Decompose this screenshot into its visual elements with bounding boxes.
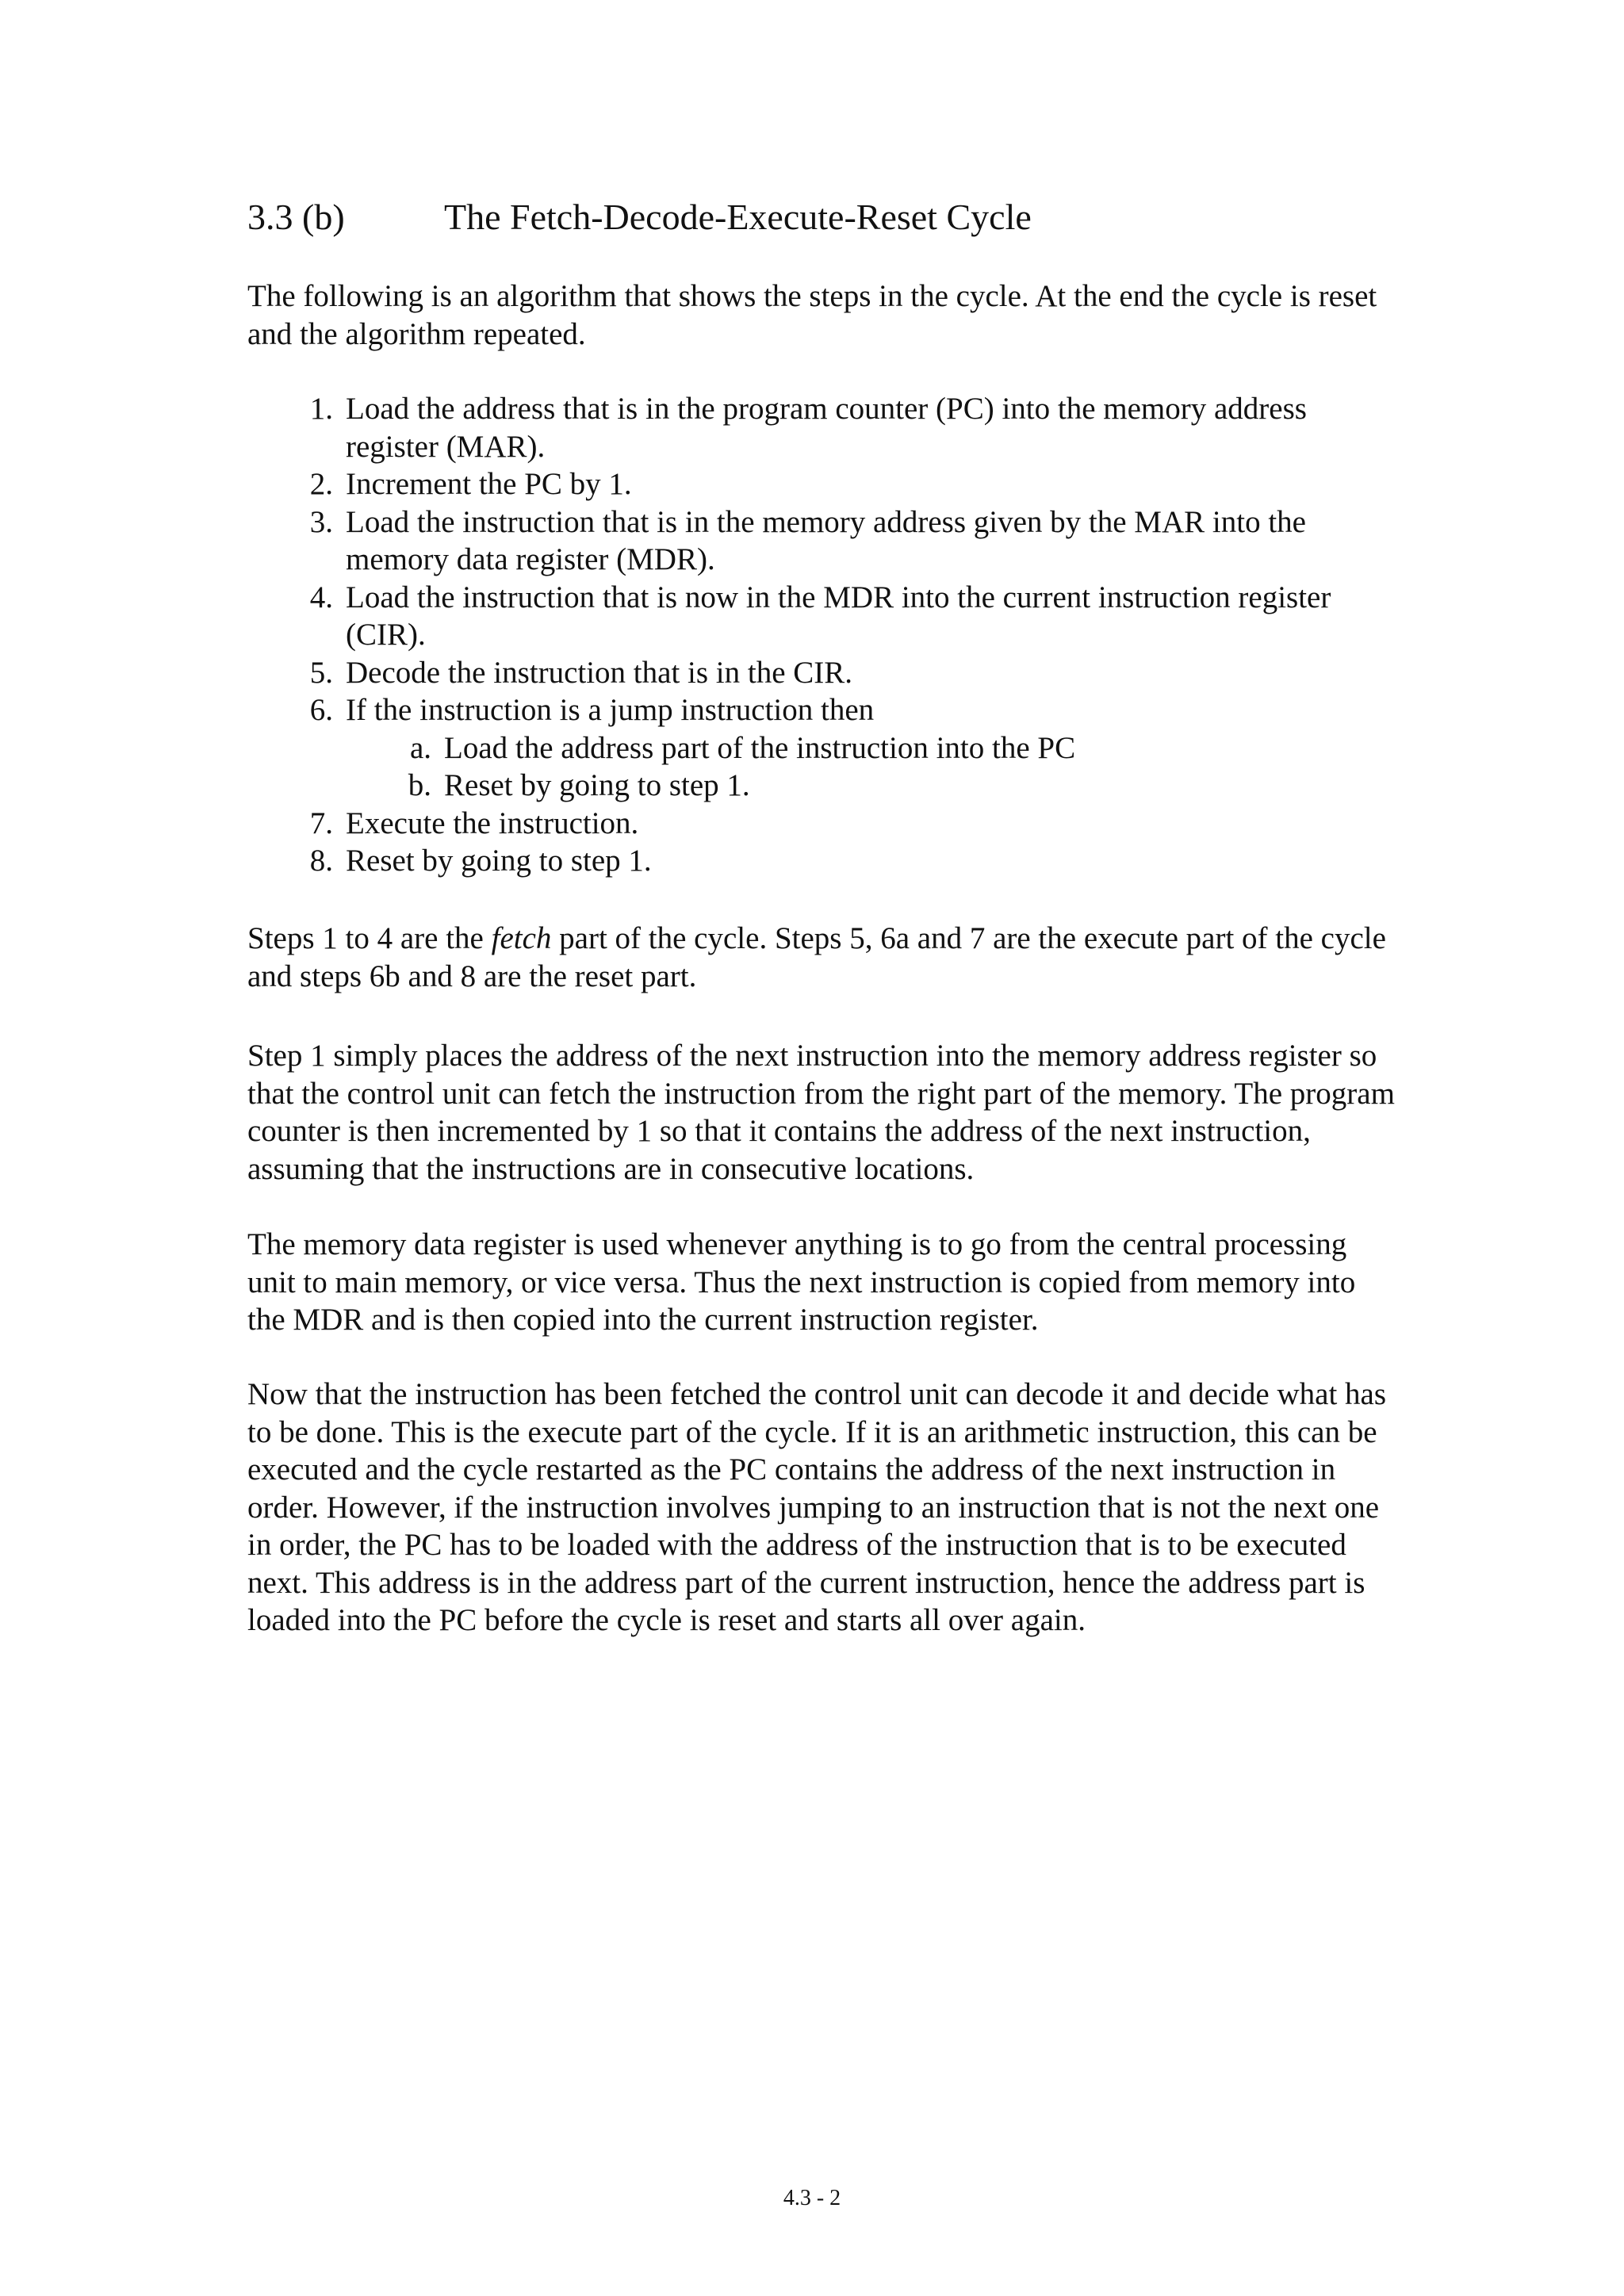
list-item <box>346 767 1397 805</box>
list-item <box>247 579 1397 654</box>
page-number: 4.3 - 2 <box>783 2186 841 2210</box>
step-marker: 4. <box>309 580 333 614</box>
substep-text: Reset by going to step 1. <box>444 768 750 802</box>
step-marker: 2. <box>309 467 333 501</box>
step-marker: 5. <box>309 655 333 690</box>
page-footer <box>0 2185 1624 2212</box>
cycle-parts-paragraph <box>247 920 1397 995</box>
list-item <box>247 654 1397 692</box>
list-item <box>247 805 1397 843</box>
step-text: Reset by going to step 1. <box>346 844 652 878</box>
substep-marker: b. <box>408 768 431 802</box>
step-marker: 6. <box>309 693 333 727</box>
cycle-parts-text-before: Steps 1 to 4 are the <box>247 921 492 955</box>
section-heading <box>247 193 1032 241</box>
mdr-explanation-paragraph <box>247 1226 1397 1339</box>
step-marker: 8. <box>309 844 333 878</box>
step-marker: 1. <box>309 392 333 426</box>
execute-explanation-paragraph <box>247 1376 1397 1640</box>
step1-explanation-text: Step 1 simply places the address of the next instruction into the memory address register so that the control unit can fetch the instruction from the right part of the memory. The program counter is then incremented by 1 so that it contains the address of the next instruction, assuming that the instructions are in consecutive locations. <box>247 1039 1395 1186</box>
step-text: Decode the instruction that is in the CIR. <box>346 655 853 690</box>
list-item <box>247 390 1397 465</box>
list-item <box>346 729 1397 767</box>
mdr-explanation-text: The memory data register is used whenever anything is to go from the central processing unit to main memory, or vice versa. Thus the next instruction is copied from memory into the MDR and is then copied into the current instruction register. <box>247 1227 1356 1337</box>
substeps-list <box>346 729 1397 805</box>
list-item <box>247 842 1397 880</box>
step-text: Load the instruction that is in the memory address given by the MAR into the memory data register (MDR). <box>346 504 1306 576</box>
list-item <box>247 691 1397 805</box>
algorithm-steps-list <box>247 390 1397 880</box>
step1-explanation-paragraph <box>247 1037 1397 1188</box>
step-text: Execute the instruction. <box>346 806 639 840</box>
step-marker: 3. <box>309 504 333 539</box>
section-number: 3.3 (b) <box>247 197 345 237</box>
step-text: Load the address that is in the program counter (PC) into the memory address register (MAR). <box>346 392 1307 464</box>
execute-explanation-text: Now that the instruction has been fetched the control unit can decode it and decide what has to be done. This is the execute part of the cycle. If it is an arithmetic instruction, this can be executed and the cycle restarted as the PC contains the address of the next instruction in order. However, if the instruction involves jumping to an instruction that is not the next one in order, the PC has to be loaded with the address of the instruction that is to be executed next. This address is in the address part of the current instruction, hence the address part is loaded into the PC before the cycle is reset and starts all over again. <box>247 1377 1387 1637</box>
cycle-parts-text-after: part of the cycle. Steps 5, 6a and 7 are the execute part of the cycle and steps 6b and 8 are the reset part. <box>247 921 1386 993</box>
intro-paragraph <box>247 277 1397 353</box>
step-text: Increment the PC by 1. <box>346 467 632 501</box>
fetch-emphasis: fetch <box>491 921 552 955</box>
cycle-parts-text <box>247 920 1397 995</box>
substep-text: Load the address part of the instruction into the PC <box>444 730 1076 765</box>
step-text: Load the instruction that is now in the MDR into the current instruction register (CIR). <box>346 580 1331 652</box>
step-text: If the instruction is a jump instruction then <box>346 693 875 727</box>
step-marker: 7. <box>309 806 333 840</box>
list-item <box>247 465 1397 503</box>
list-item <box>247 503 1397 579</box>
intro-text: The following is an algorithm that shows the steps in the cycle. At the end the cycle is reset and the algorithm repeated. <box>247 279 1377 351</box>
substep-marker: a. <box>409 730 431 765</box>
section-title: The Fetch-Decode-Execute-Reset Cycle <box>444 197 1032 237</box>
